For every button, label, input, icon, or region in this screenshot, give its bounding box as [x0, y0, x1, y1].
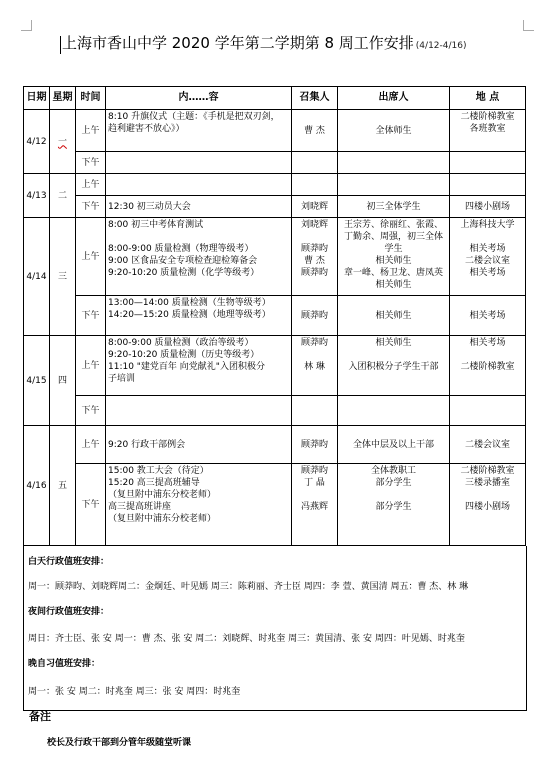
convener-cell — [292, 426, 338, 464]
cell-line: 曹 杰 — [304, 256, 325, 266]
convener-cell — [292, 218, 338, 296]
cell-line: 8:00-9:00 质量检测（物理等级考） — [108, 244, 254, 254]
time-cell: 上午 — [76, 426, 106, 464]
study-duty-title: 晚自习值班安排： — [28, 659, 101, 669]
cell-line: 9:20-10:20 质量检测（化学等级考） — [108, 268, 260, 278]
cell-line: 王宗芳、徐丽红、张霞、 — [343, 220, 443, 230]
header-time: 时间 — [76, 87, 106, 110]
header-attendee: 出席人 — [338, 87, 450, 110]
cell-line: 二楼会议室 — [464, 256, 510, 266]
convener-cell — [292, 464, 338, 546]
cell-line: 15:20 高三提高班辅导 — [108, 478, 200, 488]
cell-line: 二楼阶梯教室 — [460, 362, 515, 372]
cell-line: 三楼录播室 — [464, 478, 510, 488]
convener-cell — [292, 110, 338, 152]
time-cell: 下午 — [76, 396, 106, 426]
location-cell — [450, 110, 526, 152]
time-cell: 上午 — [76, 110, 106, 152]
page-corner-mark — [523, 20, 534, 31]
cell-line — [452, 231, 523, 243]
cell-line: 刘晓辉 — [300, 201, 328, 212]
time-cell: 上午 — [76, 174, 106, 196]
cell-line: 顾莽昀 — [300, 466, 328, 476]
cell-line: 全体教职工 — [370, 466, 416, 476]
header-date: 日期 — [24, 87, 50, 110]
convener-cell — [292, 396, 338, 426]
cell-line — [340, 349, 447, 361]
cell-line: 趋利避害不放心》） — [108, 124, 185, 134]
location-cell — [450, 196, 526, 218]
header-content: 内……容 — [106, 87, 292, 110]
date-cell: 4/15 — [24, 336, 50, 426]
table-row — [24, 426, 526, 464]
date-cell: 4/12 — [24, 110, 50, 174]
title-text: 上海市香山中学 2020 学年第二学期第 8 周工作安排 — [62, 34, 414, 52]
cell-line: 高三提高班讲座 — [108, 502, 172, 512]
header-convener: 召集人 — [292, 87, 338, 110]
header-weekday: 星期 — [50, 87, 76, 110]
cell-line: 二楼会议室 — [464, 439, 510, 450]
content-cell — [106, 336, 292, 396]
remark-label: 备注 — [29, 710, 51, 723]
table-row — [24, 396, 526, 426]
cell-line: 全体师生 — [375, 125, 412, 136]
cell-line: 8:10 升旗仪式（主题：《手机是把双刃剑， — [108, 112, 280, 122]
date-cell: 4/14 — [24, 218, 50, 336]
cell-line: 二楼阶梯教室 — [460, 466, 515, 476]
cell-line: 顾莽昀 — [300, 439, 328, 450]
attendee-cell — [338, 426, 450, 464]
cell-line: 9:20-10:20 质量检测（历史等级考） — [108, 350, 260, 360]
attendee-cell — [338, 174, 450, 196]
content-cell — [106, 174, 292, 196]
cell-line — [340, 489, 447, 501]
time-cell: 下午 — [76, 152, 106, 174]
attendee-cell — [338, 218, 450, 296]
schedule-table — [23, 86, 526, 546]
cell-line: 相关师生 — [375, 256, 412, 266]
night-duty-title: 夜间行政值班安排： — [28, 607, 110, 617]
convener-cell — [292, 174, 338, 196]
day-duty: 周一：顾莽昀、刘晓辉周二：金炯廷、叶见嫣 周三：陈莉丽、齐士臣 周四：李 萱、黄国清 周五：曹 杰、林 琳 — [28, 582, 469, 592]
cell-line: 曹 杰 — [304, 125, 325, 136]
table-row — [24, 152, 526, 174]
cell-line: 刘晓辉 — [300, 220, 328, 230]
cell-line — [108, 231, 289, 243]
cell-line: 8:00-9:00 质量检测（政治等级考） — [108, 338, 254, 348]
content-cell — [106, 110, 292, 152]
cell-line: 初三全体学生 — [366, 201, 421, 212]
cell-line: 入团积极分子学生干部 — [348, 362, 439, 372]
content-cell — [106, 196, 292, 218]
duty-footer — [23, 546, 527, 711]
cell-line: 顾莽昀 — [300, 338, 328, 348]
cell-line: 上海科技大学 — [460, 220, 515, 230]
time-cell: 下午 — [76, 296, 106, 336]
cell-line: （复旦附中浦东分校老师） — [108, 514, 217, 524]
cell-line: 全体中层及以上干部 — [352, 439, 434, 450]
weekday-cell: 四 — [50, 336, 76, 426]
day-duty-title: 白天行政值班安排： — [28, 557, 110, 567]
cursor-bar — [60, 36, 61, 54]
cell-line: 相关师生 — [375, 280, 412, 290]
header-location: 地 点 — [450, 87, 526, 110]
table-row — [24, 174, 526, 196]
cell-line: 相关考场 — [469, 338, 506, 348]
attendee-cell — [338, 296, 450, 336]
content-cell — [106, 396, 292, 426]
location-cell — [450, 152, 526, 174]
location-cell — [450, 336, 526, 396]
weekday-cell: 一 — [50, 110, 76, 174]
cell-line: 9:20 行政干部例会 — [108, 439, 186, 450]
content-cell — [106, 464, 292, 546]
cell-line — [452, 489, 523, 501]
attendee-cell — [338, 464, 450, 546]
cell-line: 四楼小剧场 — [464, 502, 510, 512]
cell-line: 11:10 "建党百年 向党献礼"入团积极分 — [108, 362, 265, 372]
cell-line: 12:30 初三动员大会 — [108, 201, 191, 212]
page-title — [62, 32, 467, 53]
content-cell — [106, 426, 292, 464]
attendee-cell — [338, 396, 450, 426]
cell-line: 章一峰、杨卫龙、唐凤英 — [343, 268, 443, 278]
table-row — [24, 218, 526, 296]
cell-line: 顾莽昀 — [300, 310, 328, 321]
cell-line: 丁勤余、周强，初三全体 — [343, 232, 443, 242]
remark-text: 校长及行政干部到分管年级随堂听课 — [47, 738, 192, 748]
cell-line — [294, 231, 335, 243]
cell-line: 林 琳 — [304, 362, 325, 372]
time-cell: 上午 — [76, 336, 106, 396]
cell-line: 丁 晶 — [304, 478, 325, 488]
table-row — [24, 464, 526, 546]
attendee-cell — [338, 196, 450, 218]
cell-line — [452, 349, 523, 361]
attendee-cell — [338, 152, 450, 174]
cell-line: 9:00 区食品安全专项检查迎检筹备会 — [108, 256, 258, 266]
cell-line — [294, 489, 335, 501]
cell-line: 冯燕辉 — [300, 502, 328, 512]
weekday-cell: 五 — [50, 426, 76, 546]
table-row — [24, 110, 526, 152]
convener-cell — [292, 336, 338, 396]
table-header-row — [24, 87, 526, 110]
table-row — [24, 296, 526, 336]
attendee-cell — [338, 110, 450, 152]
content-cell — [106, 296, 292, 336]
attendee-cell — [338, 336, 450, 396]
location-cell — [450, 464, 526, 546]
location-cell — [450, 426, 526, 464]
cell-line — [294, 349, 335, 361]
cell-line: 学生 — [384, 244, 403, 254]
time-cell: 上午 — [76, 218, 106, 296]
study-duty: 周一：张 安 周二：时兆奎 周三：张 安 周四：时兆奎 — [28, 687, 241, 697]
cell-line: 8:00 初三中考体育测试 — [108, 220, 204, 230]
cell-line: 顾莽昀 — [300, 268, 328, 278]
cell-line: 相关师生 — [375, 310, 412, 321]
cell-line: 各班教室 — [469, 124, 506, 134]
cell-line: 顾莽昀 — [300, 244, 328, 254]
table-row — [24, 196, 526, 218]
cell-line: 部分学生 — [375, 502, 412, 512]
cell-line: 相关考场 — [469, 310, 506, 321]
location-cell — [450, 174, 526, 196]
cell-line: 二楼阶梯教室 — [460, 112, 515, 122]
cell-line: 部分学生 — [375, 478, 412, 488]
cell-line: 子培训 — [108, 374, 136, 384]
date-cell: 4/13 — [24, 174, 50, 218]
content-cell — [106, 218, 292, 296]
cell-line: （复旦附中浦东分校老师） — [108, 490, 217, 500]
convener-cell — [292, 152, 338, 174]
cell-line: 相关师生 — [375, 338, 412, 348]
location-cell — [450, 396, 526, 426]
date-cell: 4/16 — [24, 426, 50, 546]
cell-line: 相关考场 — [469, 268, 506, 278]
weekday-cell: 二 — [50, 174, 76, 218]
cell-line: 15:00 教工大会（待定） — [108, 466, 209, 476]
table-row — [24, 336, 526, 396]
weekday-cell: 三 — [50, 218, 76, 336]
cell-line: 13:00—14:00 质量检测（生物等级考） — [108, 298, 271, 308]
time-cell: 下午 — [76, 196, 106, 218]
cell-line: 相关考场 — [469, 244, 506, 254]
location-cell — [450, 218, 526, 296]
page-corner-mark — [21, 20, 32, 31]
night-duty: 周日：齐士臣、张 安 周一：曹 杰、张 安 周二：刘晓辉、时兆奎 周三：黄国清、张 安 周四：叶见嫣、时兆奎 — [28, 634, 465, 644]
cell-line: 四楼小剧场 — [464, 201, 510, 212]
convener-cell — [292, 196, 338, 218]
location-cell — [450, 296, 526, 336]
content-cell — [106, 152, 292, 174]
cell-line: 14:20—15:20 质量检测（地理等级考） — [108, 310, 271, 320]
convener-cell — [292, 296, 338, 336]
time-cell: 下午 — [76, 464, 106, 546]
title-range: (4/12-4/16) — [415, 41, 467, 51]
